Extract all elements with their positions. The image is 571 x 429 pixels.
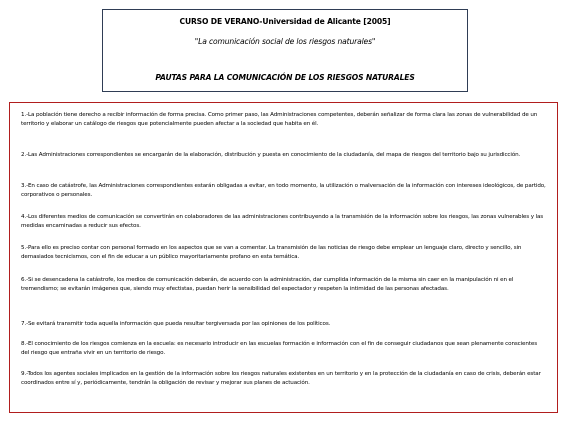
course-subtitle: "La comunicación social de los riesgos naturales" bbox=[194, 37, 376, 46]
guideline-item-6: 6.-Si se desencadena la catástrofe, los medios de comunicación deberán, de acuerdo con la administración, dar cumplida información de la misma sin caer en la manipulación ni en el tremendismo; se evitarán imágenes que, siendo muy efectistas, puedan herir la sensibilidad del espectador y respeten la intimidad de las personas afectadas. bbox=[21, 277, 514, 292]
guideline-item-4: 4.-Los diferentes medios de comunicación se convertirán en colaboradores de las administraciones contribuyendo a la transmisión de la información sobre los riesgos, las zonas vulnerables y las medidas encaminadas a reducir sus efectos. bbox=[21, 214, 544, 229]
guideline-item-7: 7.-Se evitará transmitir toda aquella información que pueda resultar tergiversada por las opiniones de los políticos. bbox=[21, 321, 331, 327]
guideline-item-2: 2.-Las Administraciones correspondientes se encargarán de la elaboración, distribución y puesta en conocimiento de la ciudadanía, del mapa de riesgos del territorio bajo su jurisdicción. bbox=[21, 152, 521, 158]
header-box bbox=[102, 9, 468, 92]
guidelines-box bbox=[9, 102, 558, 413]
guideline-item-9: 9.-Todos los agentes sociales implicados en la gestión de la información sobre los riesgos naturales existentes en un territorio y en la protección de la ciudadanía en caso de crisis, deberán estar coordinados entre sí y, periódicamente, tendrán la obligación de revisar y mejorar sus planes de actuación. bbox=[21, 371, 541, 386]
guideline-item-3: 3.-En caso de catástrofe, las Administraciones correspondientes estarán obligadas a evitar, en todo momento, la utilización o malversación de la información con intereses ideológicos, de partido, corporativos o personales. bbox=[21, 183, 546, 198]
guideline-item-8: 8.-El conocimiento de los riesgos comienza en la escuela: es necesario introducir en las escuelas formación e información con el fin de conseguir ciudadanos que sean plenamente conscientes del riesgo que entraña vivir en un territorio de riesgo. bbox=[21, 341, 537, 356]
guideline-item-5: 5.-Para ello es preciso contar con personal formado en los aspectos que se van a comentar. La transmisión de las noticias de riesgo debe emplear un lenguaje claro, directo y sencillo, sin demasiados tecnicismos, con el fin de educar a un público mayoritariamente profano en esta temática. bbox=[21, 245, 522, 260]
guideline-item-1: 1.-La población tiene derecho a recibir información de forma precisa. Como primer paso, las Administraciones competentes, deberán señalizar de forma clara las zonas de vulnerabilidad de un territorio y elaborar un catálogo de riesgos que potencialmente pueden afectar a la sociedad que habita en él. bbox=[21, 112, 538, 127]
document-heading: PAUTAS PARA LA COMUNICACIÓN DE LOS RIESGOS NATURALES bbox=[155, 73, 415, 82]
course-title: CURSO DE VERANO-Universidad de Alicante [2005] bbox=[179, 17, 391, 26]
